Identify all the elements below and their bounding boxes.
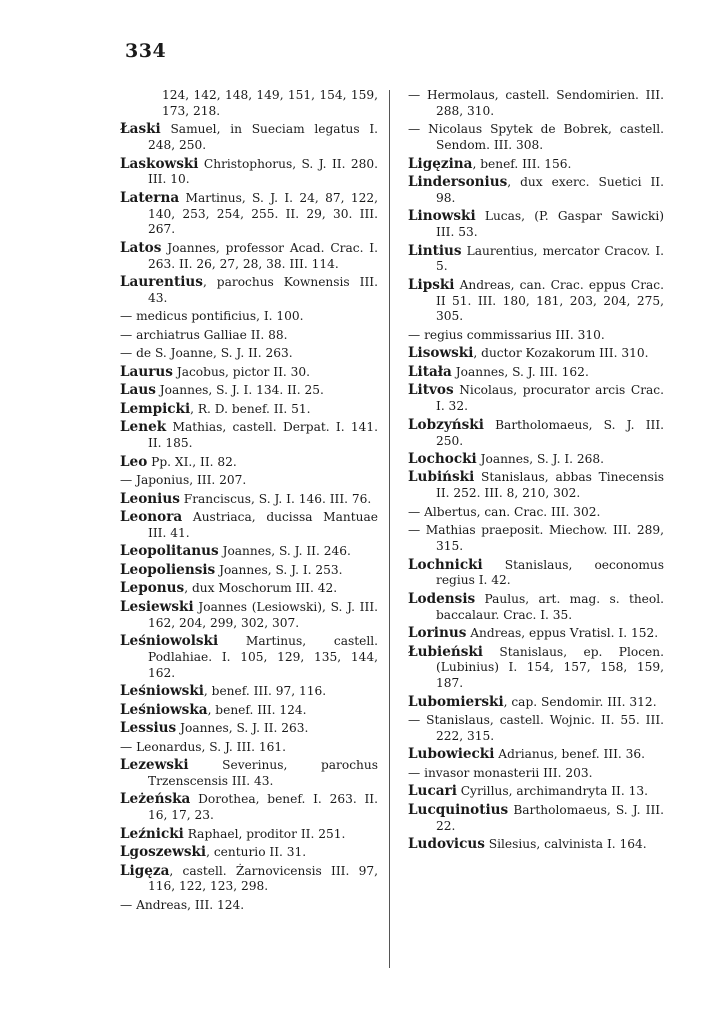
index-entry	[120, 845, 378, 861]
entry-text: Pp. XI., II. 82.	[151, 454, 237, 469]
entry-headword: —	[120, 309, 133, 324]
index-entry	[408, 209, 664, 241]
index-entry	[120, 544, 378, 560]
entry-headword: Lucari	[408, 783, 457, 800]
entry-headword: Lubomierski	[408, 693, 504, 710]
entry-headword: Laurentius	[120, 274, 203, 291]
entry-text: Raphael, proditor II. 251.	[187, 826, 346, 841]
entry-text: de S. Joanne, S. J. II. 263.	[136, 346, 293, 361]
index-entry	[408, 837, 664, 853]
index-entry	[408, 766, 664, 782]
entry-text: Mathias praeposit. Miechow. III. 289, 315.	[425, 523, 664, 554]
index-entry	[408, 784, 664, 800]
entry-text: Joannes, S. J. II. 246.	[222, 544, 351, 559]
entry-text: Martinus, S. J. I. 24, 87, 122, 140, 253, 254, 255. II. 29, 30. III. 267.	[148, 190, 378, 237]
entry-text: Cyrillus, archimandryta II. 13.	[460, 784, 648, 799]
index-entry	[120, 346, 378, 362]
entry-headword: Lindersonius	[408, 174, 508, 191]
entry-headword: Lubiński	[408, 469, 475, 486]
index-entry	[120, 721, 378, 737]
entry-headword: —	[408, 88, 421, 102]
entry-text: Silesius, calvinista I. 164.	[488, 837, 647, 852]
entry-text: , cap. Sendomir. III. 312.	[503, 694, 657, 709]
entry-headword: Lobzyński	[408, 416, 484, 433]
entry-headword: Leonora	[120, 509, 183, 526]
entry-headword: Leponus	[120, 580, 185, 597]
index-entry	[408, 505, 664, 521]
index-entry	[408, 523, 664, 555]
index-entry	[120, 275, 378, 307]
index-entry	[408, 157, 664, 173]
index-entry	[120, 402, 378, 418]
entry-text: , benef. III. 156.	[472, 156, 572, 171]
entry-headword: —	[120, 346, 133, 361]
entry-text: Andreas, III. 124.	[136, 897, 245, 912]
entry-headword: Ludovicus	[408, 836, 485, 853]
index-entry	[120, 88, 378, 120]
entry-text: Laurentius, mercator Cracov. I. 5.	[436, 243, 665, 274]
index-entry	[120, 492, 378, 508]
entry-text: Leonardus, S. J. III. 161.	[136, 739, 286, 754]
index-entry	[120, 684, 378, 700]
entry-text: , castell. Żarnovicensis III. 97, 116, 122, 123, 298.	[148, 863, 378, 894]
entry-headword: Lenek	[120, 419, 167, 436]
entry-headword: Lezewski	[120, 757, 189, 774]
entry-headword: Lochnicki	[408, 556, 483, 573]
entry-text: regius commissarius III. 310.	[424, 327, 605, 342]
entry-text: , R. D. benef. II. 51.	[190, 401, 311, 416]
index-entry	[120, 563, 378, 579]
entry-text: , ductor Kozakorum III. 310.	[473, 346, 649, 361]
entry-text: Joannes, professor Acad. Crac. I. 263. II. 26, 27, 28, 38. III. 114.	[148, 240, 378, 271]
entry-headword: —	[120, 739, 133, 754]
entry-headword: —	[408, 523, 421, 538]
entry-text: , benef. III. 124.	[207, 702, 307, 717]
entry-headword: Leśniowski	[120, 683, 204, 700]
entry-text: Austriaca, ducissa Mantuae III. 41.	[148, 510, 378, 540]
entry-text: Adrianus, benef. III. 36.	[498, 747, 646, 762]
entry-text: Bartholomaeus, S. J. III. 250.	[436, 417, 665, 448]
index-entry	[408, 175, 664, 207]
entry-text: Joannes, S. J. I. 253.	[219, 562, 343, 577]
entry-headword: —	[408, 122, 421, 137]
index-entry	[120, 703, 378, 719]
index-entry	[408, 558, 664, 590]
entry-headword: Ligęzina	[408, 155, 473, 172]
entry-headword: —	[408, 327, 421, 342]
index-entry	[120, 898, 378, 914]
entry-text: Bartholomaeus, S. J. III. 22.	[436, 802, 664, 833]
entry-headword: Laskowski	[120, 155, 199, 172]
entry-text: Joannes (Lesiowski), S. J. III. 162, 204, 299, 302, 307.	[148, 599, 379, 630]
entry-headword: Lempicki	[120, 400, 191, 417]
entry-text: archiatrus Galliae II. 88.	[136, 327, 288, 342]
entry-text: , dux exerc. Suetici II. 98.	[436, 175, 664, 205]
entry-text: , parochus Kownensis III. 43.	[148, 275, 378, 305]
index-entry	[408, 695, 664, 711]
entry-headword: Latos	[120, 239, 162, 256]
entry-text: Nicolaus, procurator arcis Crac. I. 32.	[436, 383, 664, 414]
index-entry	[408, 122, 664, 154]
entry-headword: —	[120, 897, 133, 912]
index-entry	[120, 328, 378, 344]
index-entry	[120, 740, 378, 756]
entry-headword: Laus	[120, 382, 156, 399]
entry-headword: —	[408, 765, 421, 780]
index-entry	[120, 864, 378, 896]
index-entry	[120, 365, 378, 381]
column-divider	[389, 90, 390, 968]
index-entry	[408, 470, 664, 502]
index-entry	[120, 510, 378, 542]
entry-text: Andreas, eppus Vratisl. I. 152.	[470, 626, 659, 641]
index-entry	[408, 418, 664, 450]
entry-text: invasor monasterii III. 203.	[424, 765, 593, 780]
index-entry	[408, 803, 664, 835]
entry-headword: —	[120, 473, 133, 488]
index-entry	[120, 383, 378, 399]
entry-headword: Laurus	[120, 363, 173, 380]
entry-headword: Lintius	[408, 242, 462, 259]
entry-headword: Lessius	[120, 720, 177, 737]
entry-headword: Łubieński	[408, 643, 483, 660]
entry-text: Andreas, can. Crac. eppus Crac. II 51. III. 180, 181, 203, 204, 275, 305.	[436, 277, 664, 324]
entry-text: , benef. III. 97, 116.	[203, 684, 327, 699]
entry-text: Stanislaus, abbas Tinecensis II. 252. III. 8, 210, 302.	[436, 470, 664, 501]
entry-headword: Laterna	[120, 189, 180, 206]
index-entry	[408, 452, 664, 468]
index-entry	[408, 244, 664, 276]
entry-headword: Leo	[120, 453, 148, 470]
entry-text: , dux Moschorum III. 42.	[184, 581, 338, 596]
entry-headword: Lisowski	[408, 345, 474, 362]
entry-text: Hermolaus, castell. Sendomirien. III. 288, 310.	[426, 88, 664, 118]
entry-headword: Leonius	[120, 490, 180, 507]
entry-headword: Linowski	[408, 208, 476, 225]
entry-text: Samuel, in Sueciam legatus I. 248, 250.	[148, 122, 379, 153]
entry-headword: Leopoliensis	[120, 561, 216, 578]
entry-headword: Lorinus	[408, 625, 467, 642]
entry-text: Mathias, castell. Derpat. I. 141. II. 185.	[148, 420, 378, 451]
entry-headword: —	[120, 327, 133, 342]
entry-headword: Leżeńska	[120, 791, 191, 808]
index-entry	[408, 346, 664, 362]
index-entry	[408, 88, 664, 120]
entry-text: Dorothea, benef. I. 263. II. 16, 17, 23.	[148, 792, 378, 823]
index-entry	[408, 365, 664, 381]
entry-text: , centurio II. 31.	[206, 845, 307, 860]
entry-headword: Lubowiecki	[408, 746, 495, 763]
index-entry	[120, 455, 378, 471]
entry-headword: Lipski	[408, 276, 455, 293]
index-entry	[120, 792, 378, 824]
entry-headword: Łaski	[120, 121, 161, 138]
entry-headword: Leśniowska	[120, 701, 208, 718]
entry-headword: —	[408, 713, 421, 728]
entry-headword: Leźnicki	[120, 825, 184, 842]
entry-text: Christophorus, S. J. II. 280. III. 10.	[148, 156, 379, 187]
index-entry	[408, 645, 664, 692]
entry-text: Paulus, art. mag. s. theol. baccalaur. Crac. I. 35.	[436, 591, 665, 622]
index-entry	[120, 122, 378, 154]
index-entry	[120, 827, 378, 843]
index-entry	[408, 328, 664, 344]
index-entry	[408, 626, 664, 642]
index-entry	[408, 713, 664, 745]
entry-text: medicus pontificius, I. 100.	[136, 309, 304, 324]
index-entry	[120, 309, 378, 325]
entry-headword: Lochocki	[408, 450, 477, 467]
entry-text: Jacobus, pictor II. 30.	[176, 364, 311, 379]
index-entry	[408, 383, 664, 415]
index-entry	[120, 241, 378, 273]
entry-text: Severinus, parochus Trzenscensis III. 43.	[148, 758, 378, 788]
index-entry	[408, 592, 664, 624]
entry-text: Stanislaus, castell. Wojnic. II. 55. III. 222, 315.	[426, 713, 665, 743]
entry-text: Albertus, can. Crac. III. 302.	[424, 504, 601, 519]
index-entry	[408, 747, 664, 763]
index-entry	[120, 420, 378, 452]
index-entry	[120, 634, 378, 681]
entry-text: 124, 142, 148, 149, 151, 154, 159, 173, 218.	[162, 88, 378, 118]
entry-headword: Leopolitanus	[120, 543, 219, 560]
entry-text: Joannes, S. J. I. 268.	[480, 451, 605, 466]
entry-headword: Lodensis	[408, 590, 476, 607]
entry-text: Joannes, S. J. III. 162.	[455, 364, 589, 379]
entry-text: Stanislaus, ep. Plocen. (Lubinius) I. 154, 157, 158, 159, 187.	[436, 644, 664, 691]
entry-text: Martinus, castell. Podlahiae. I. 105, 129, 135, 144, 162.	[148, 634, 378, 680]
index-entry	[408, 278, 664, 325]
entry-headword: Lesiewski	[120, 598, 194, 615]
left-column	[120, 88, 378, 916]
entry-headword: Litała	[408, 363, 452, 380]
index-entry	[120, 581, 378, 597]
entry-text: Franciscus, S. J. I. 146. III. 76.	[183, 491, 372, 506]
entry-headword: Ligęza	[120, 862, 170, 879]
index-entry	[120, 473, 378, 489]
entry-text: Lucas, (P. Gaspar Sawicki) III. 53.	[436, 209, 665, 240]
entry-text: Joannes, S. J. II. 263.	[180, 721, 309, 736]
entry-headword: Lgoszewski	[120, 844, 207, 861]
right-column	[408, 88, 664, 856]
entry-text: Joannes, S. J. I. 134. II. 25.	[159, 383, 324, 398]
entry-text: Stanislaus, oeconomus regius I. 42.	[436, 557, 665, 588]
entry-text: Nicolaus Spytek de Bobrek, castell. Sendom. III. 308.	[428, 122, 664, 153]
index-entry	[120, 758, 378, 790]
entry-headword: Litvos	[408, 382, 454, 399]
entry-text: Japonius, III. 207.	[136, 473, 247, 488]
page-number: 334	[125, 40, 167, 62]
index-entry	[120, 157, 378, 189]
index-entry	[120, 600, 378, 632]
entry-headword: —	[408, 504, 421, 519]
entry-headword: Leśniowolski	[120, 633, 219, 650]
entry-headword: Lucquinotius	[408, 801, 509, 818]
index-entry	[120, 191, 378, 238]
